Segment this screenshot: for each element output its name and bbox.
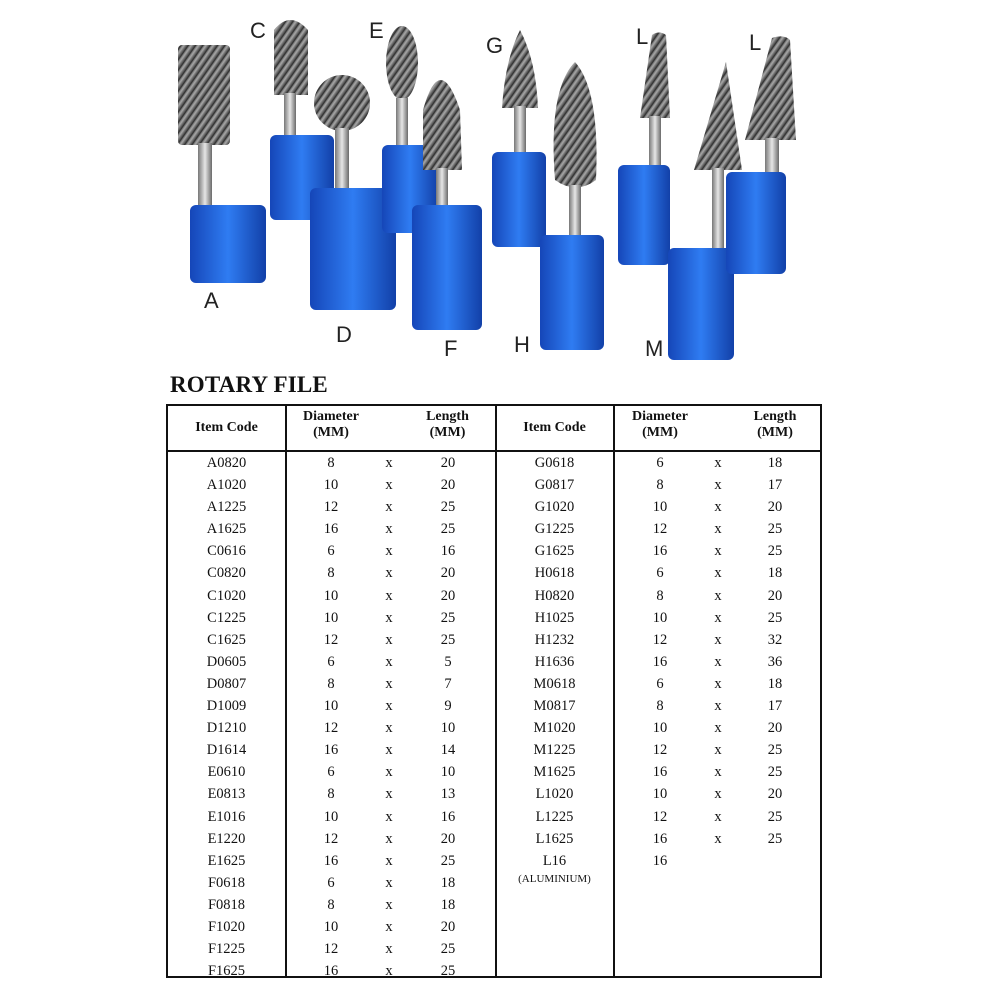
- table-cell-d: 6: [327, 543, 335, 560]
- table-cell-code: H0618: [534, 565, 575, 582]
- table-cell-l: 36: [767, 653, 783, 670]
- table-cell-x: [703, 850, 733, 872]
- header-diameter-label: Diameter: [632, 409, 688, 424]
- tool-letter-a: A: [204, 288, 219, 313]
- table-cell-l: 20: [440, 830, 456, 847]
- table-cell-d: 10: [323, 609, 339, 626]
- table-cell-x: x: [385, 521, 393, 538]
- table-cell-code: E1625: [207, 852, 246, 869]
- table-cell-code: L1225: [535, 808, 574, 825]
- table-cell-code: L1020: [535, 786, 574, 803]
- table-cell-code: D0807: [206, 675, 247, 692]
- left-separator-column: [374, 452, 404, 982]
- table-cell-l: 32: [767, 631, 783, 648]
- table-cell-d: 8: [327, 896, 335, 913]
- table-cell-d: 6: [327, 653, 335, 670]
- table-cell-l: 20: [440, 455, 456, 471]
- table-cell-x: x: [714, 808, 722, 825]
- table-cell-d: 10: [323, 698, 339, 715]
- table-cell-x: x: [714, 609, 722, 626]
- table-cell-d: 16: [652, 852, 668, 869]
- table-cell-code: D1614: [206, 742, 247, 759]
- table-cell-d: 8: [656, 698, 664, 715]
- header-diameter-unit: (MM): [642, 425, 678, 440]
- table-cell-l: 18: [767, 565, 783, 582]
- table-cell-l: 10: [440, 764, 456, 781]
- table-cell-code: E0610: [207, 764, 246, 781]
- table-cell-code: C1020: [207, 587, 246, 604]
- table-cell-l: 14: [440, 742, 456, 759]
- table-cell-l: 16: [440, 543, 456, 560]
- table-cell-x: x: [385, 764, 393, 781]
- tool-g-pointed-tree: [492, 30, 546, 247]
- table-cell-x: x: [714, 675, 722, 692]
- table-cell-code: D0605: [206, 653, 247, 670]
- table-cell-l: 25: [767, 543, 783, 560]
- table-cell-code: C1625: [207, 631, 246, 648]
- table-cell-code: D1009: [206, 698, 247, 715]
- table-cell-d: 10: [323, 808, 339, 825]
- table-cell-code: A1225: [206, 499, 247, 516]
- table-cell-l: 7: [444, 675, 452, 692]
- table-cell-d: 12: [323, 631, 339, 648]
- tool-letter-g: G: [486, 33, 504, 58]
- table-cell-code: F0818: [207, 896, 246, 913]
- table-cell-d: 12: [652, 631, 668, 648]
- tool-a-cylinder: [178, 45, 266, 283]
- tool-letter-h: H: [514, 332, 530, 357]
- table-cell-code: C1225: [207, 609, 246, 626]
- table-cell-code: H1025: [534, 609, 575, 626]
- table-cell-code: E1016: [207, 808, 246, 825]
- table-cell-x: x: [714, 477, 722, 494]
- table-cell-d: 16: [652, 764, 668, 781]
- table-cell-x: x: [385, 477, 393, 494]
- table-cell-d: 16: [323, 521, 339, 538]
- tool-l-taper-small: [618, 33, 670, 266]
- table-cell-d: 16: [323, 742, 339, 759]
- table-cell-d: 12: [323, 830, 339, 847]
- table-cell-x: x: [385, 565, 393, 582]
- table-cell-d: 16: [652, 543, 668, 560]
- table-cell-x: x: [385, 720, 393, 737]
- table-cell-l: 17: [767, 698, 783, 715]
- table-cell-x: x: [714, 521, 722, 538]
- table-cell-d: 16: [652, 830, 668, 847]
- table-cell-x: x: [385, 675, 393, 692]
- table-cell-l: 16: [440, 808, 456, 825]
- table-cell-d: 8: [327, 786, 335, 803]
- tool-letter-c: C: [250, 18, 266, 43]
- table-cell-d: 16: [652, 653, 668, 670]
- table-cell-l: 25: [767, 521, 783, 538]
- table-cell-d: 16: [323, 852, 339, 869]
- right-item-code-column: [496, 452, 613, 886]
- table-cell-x: x: [385, 698, 393, 715]
- table-cell-x: x: [385, 631, 393, 648]
- table-cell-code: E1220: [207, 830, 246, 847]
- header-diameter-right: [614, 409, 706, 441]
- tool-letter-e: E: [369, 18, 384, 43]
- table-cell-x: x: [385, 455, 393, 471]
- table-cell-l: 25: [440, 852, 456, 869]
- table-cell-x: x: [385, 874, 393, 891]
- table-cell-code: G1225: [534, 521, 575, 538]
- page-title: ROTARY FILE: [170, 372, 328, 397]
- table-cell-l: 25: [767, 830, 783, 847]
- table-cell-code: F1020: [207, 918, 246, 935]
- table-cell-x: x: [385, 742, 393, 759]
- header-length-unit: (MM): [757, 425, 793, 440]
- table-cell-x: x: [385, 963, 393, 980]
- table-cell-d: 8: [327, 455, 335, 471]
- tool-f-tree-radius: [412, 80, 482, 330]
- table-cell-l: 18: [767, 675, 783, 692]
- table-cell-code: A1020: [206, 477, 247, 494]
- table-cell-l: 5: [444, 653, 452, 670]
- table-cell-l: 20: [767, 499, 783, 516]
- table-cell-code: L16: [542, 852, 567, 869]
- table-cell-x: x: [385, 830, 393, 847]
- table-cell-d: 10: [652, 720, 668, 737]
- tool-letter-l-small: L: [636, 24, 649, 49]
- table-cell-l: 20: [440, 587, 456, 604]
- header-length-left: [400, 409, 495, 441]
- table-cell-x: x: [385, 543, 393, 560]
- table-cell-x: x: [714, 720, 722, 737]
- table-cell-l: 25: [440, 963, 456, 980]
- table-cell-x: x: [714, 653, 722, 670]
- tool-letter-d: D: [336, 322, 352, 347]
- header-diameter-label: Diameter: [303, 409, 359, 424]
- table-cell-l: 25: [440, 631, 456, 648]
- table-cell-d: 10: [323, 477, 339, 494]
- table-cell-d: 6: [327, 764, 335, 781]
- table-cell-l: 25: [440, 941, 456, 958]
- aluminium-note: (ALUMINIUM): [518, 872, 591, 885]
- table-cell-code: M0618: [533, 675, 576, 692]
- table-cell-d: 6: [656, 565, 664, 582]
- table-cell-x: x: [714, 499, 722, 516]
- table-cell-x: x: [385, 808, 393, 825]
- tool-letter-l-large: L: [749, 30, 762, 55]
- table-cell-code: M1225: [533, 742, 576, 759]
- table-cell-l: 25: [440, 521, 456, 538]
- table-cell-x: x: [385, 852, 393, 869]
- table-cell-x: x: [714, 698, 722, 715]
- table-cell-code: G0817: [534, 477, 575, 494]
- table-cell-code: F1225: [207, 941, 246, 958]
- table-cell-code: L1625: [535, 830, 574, 847]
- table-cell-l: 13: [440, 786, 456, 803]
- table-cell-l: 20: [767, 720, 783, 737]
- table-cell-l: 20: [767, 786, 783, 803]
- table-cell-x: x: [385, 587, 393, 604]
- tool-h-flame: [540, 62, 604, 350]
- table-cell-x: x: [714, 587, 722, 604]
- left-item-code-column: [168, 452, 285, 982]
- table-cell-d: 12: [323, 499, 339, 516]
- table-cell-code: A1625: [206, 521, 247, 538]
- table-cell-code: G0618: [534, 455, 575, 471]
- table-cell-x: x: [385, 499, 393, 516]
- header-item-code-right: Item Code: [523, 420, 586, 435]
- table-cell-x: x: [385, 653, 393, 670]
- table-cell-d: 10: [323, 918, 339, 935]
- table-cell-code: E0813: [207, 786, 246, 803]
- table-cell-x: x: [714, 455, 722, 471]
- table-cell-code: M0817: [533, 698, 576, 715]
- table-cell-d: 8: [327, 675, 335, 692]
- table-cell-d: 8: [656, 477, 664, 494]
- table-cell-code: M1625: [533, 764, 576, 781]
- table-cell-x: x: [714, 742, 722, 759]
- right-length-column: [730, 452, 820, 872]
- table-cell-d: 12: [652, 742, 668, 759]
- table-cell-code: H0820: [534, 587, 575, 604]
- table-cell-l: [730, 850, 820, 872]
- table-cell-x: x: [385, 609, 393, 626]
- column-divider: [285, 406, 287, 976]
- table-cell-code: H1232: [534, 631, 575, 648]
- right-diameter-column: [616, 452, 704, 872]
- table-cell-l: 25: [440, 609, 456, 626]
- table-cell-x: x: [385, 896, 393, 913]
- column-divider: [613, 406, 615, 976]
- table-cell-l: 20: [440, 565, 456, 582]
- table-cell-d: 10: [652, 786, 668, 803]
- table-cell-d: 10: [652, 499, 668, 516]
- header-length-label: Length: [426, 409, 469, 424]
- table-cell-code: G1625: [534, 543, 575, 560]
- table-cell-l: 20: [440, 477, 456, 494]
- table-cell-code: D1210: [206, 720, 247, 737]
- table-cell-d: 6: [656, 455, 664, 471]
- table-cell-code: M1020: [533, 720, 576, 737]
- header-length-unit: (MM): [429, 425, 466, 440]
- table-cell-d: 6: [327, 874, 335, 891]
- table-cell-d: 12: [323, 720, 339, 737]
- header-diameter-unit: (MM): [313, 425, 349, 440]
- table-cell-l: 10: [440, 720, 456, 737]
- table-cell-code: A0820: [206, 455, 247, 471]
- tool-letter-f: F: [444, 336, 458, 361]
- table-cell-l: 9: [444, 698, 452, 715]
- table-cell-l: 20: [440, 918, 456, 935]
- table-cell-l: 20: [767, 587, 783, 604]
- table-cell-d: 8: [327, 565, 335, 582]
- table-cell-d: 12: [652, 521, 668, 538]
- table-cell-x: x: [714, 631, 722, 648]
- table-cell-l: 25: [440, 499, 456, 516]
- tool-letter-m: M: [645, 336, 664, 361]
- table-cell-x: x: [714, 565, 722, 582]
- header-diameter-left: [286, 409, 376, 441]
- table-cell-code: H1636: [534, 653, 575, 670]
- left-length-column: [403, 452, 493, 982]
- table-cell-d: 12: [652, 808, 668, 825]
- table-cell-l: 18: [440, 896, 456, 913]
- table-cell-d: 10: [652, 609, 668, 626]
- table-cell-d: 8: [656, 587, 664, 604]
- table-cell-d: 16: [323, 963, 339, 980]
- table-cell-d: 6: [656, 675, 664, 692]
- spec-table: [166, 404, 822, 978]
- table-cell-l: 25: [767, 609, 783, 626]
- table-cell-x: x: [714, 786, 722, 803]
- table-cell-x: x: [385, 918, 393, 935]
- table-cell-x: x: [714, 764, 722, 781]
- table-cell-x: x: [714, 543, 722, 560]
- header-length-right: [728, 409, 822, 441]
- table-cell-l: 17: [767, 477, 783, 494]
- table-cell-l: 25: [767, 808, 783, 825]
- table-cell-l: 18: [767, 455, 783, 471]
- table-cell-d: 12: [323, 941, 339, 958]
- table-cell-x: x: [714, 830, 722, 847]
- table-cell-code: F1625: [207, 963, 246, 980]
- left-diameter-column: [288, 452, 374, 982]
- table-cell-code: C0820: [207, 565, 246, 582]
- table-cell-x: x: [385, 786, 393, 803]
- table-cell-x: x: [385, 941, 393, 958]
- table-cell-l: 25: [767, 742, 783, 759]
- right-separator-column: [703, 452, 733, 872]
- table-cell-d: 10: [323, 587, 339, 604]
- header-length-label: Length: [753, 409, 797, 424]
- table-cell-l: 18: [440, 874, 456, 891]
- table-cell-code: F0618: [207, 874, 246, 891]
- header-item-code-left: Item Code: [195, 420, 258, 435]
- table-cell-code: C0616: [207, 543, 246, 560]
- product-photo: [0, 0, 1000, 370]
- table-cell-code: G1020: [534, 499, 575, 516]
- table-cell-l: 25: [767, 764, 783, 781]
